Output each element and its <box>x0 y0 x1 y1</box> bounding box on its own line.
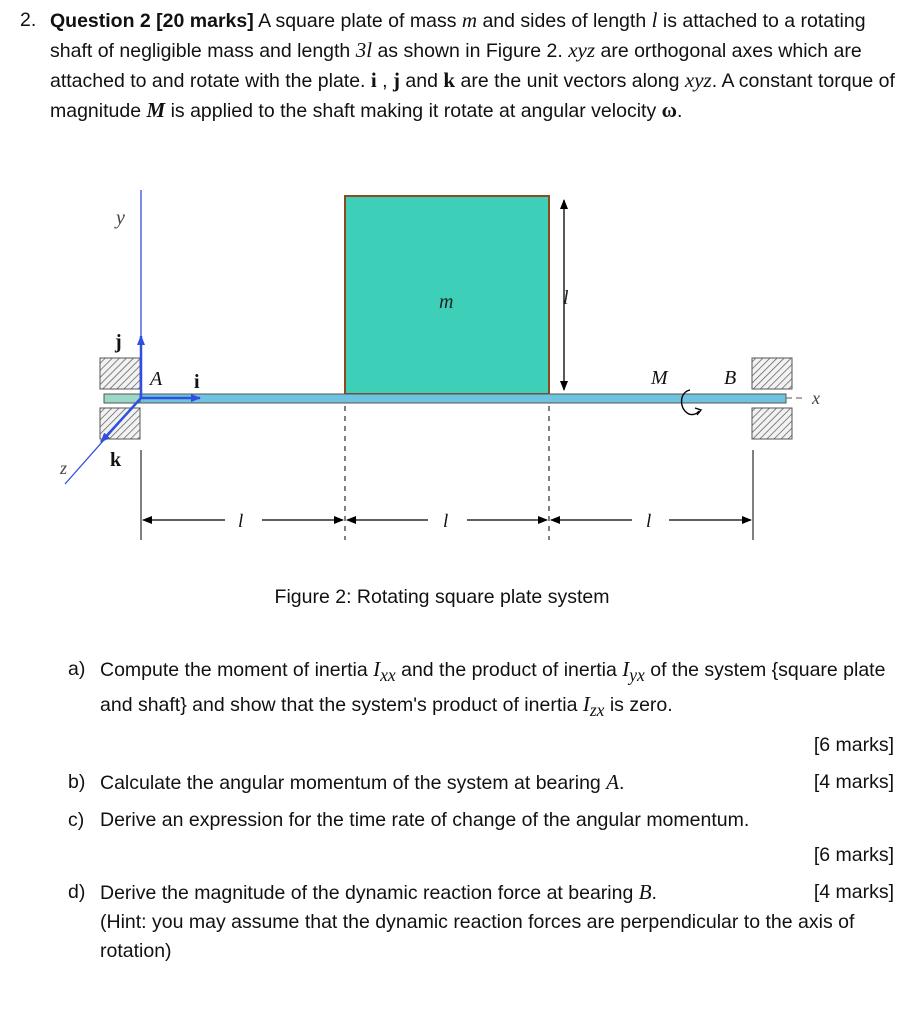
bearing-B-top <box>752 358 792 389</box>
stmt-text: as shown in Figure 2. <box>372 40 569 62</box>
part-label: d) <box>68 881 86 904</box>
question-number: 2. <box>20 9 37 31</box>
symbol-Iyx: $I_{yx}$ <box>622 657 645 686</box>
bearing-A-bottom <box>100 408 140 439</box>
symbol-omega: ω <box>661 98 677 122</box>
label-B: B <box>724 367 737 389</box>
shaft <box>104 394 786 403</box>
figure-2-diagram <box>0 180 914 560</box>
symbol-j: j <box>393 68 400 92</box>
part-label: a) <box>68 658 86 680</box>
part-b <box>68 768 894 798</box>
stmt-text: A square plate of mass <box>253 10 462 32</box>
label-j: j <box>115 331 122 353</box>
stmt-text: are orthogonal axes which are attached to and rotate with the plate. <box>50 40 862 92</box>
part-d <box>68 878 894 966</box>
symbol-Ixx: $I_{xx}$ <box>373 657 396 686</box>
label-M: M <box>651 367 668 389</box>
dimension-label: l <box>646 511 652 532</box>
symbol-M: M <box>146 98 166 122</box>
stmt-text: and sides of length <box>477 10 652 32</box>
inertia-subscript: zx <box>589 700 605 721</box>
part-text: . <box>651 882 657 905</box>
bearing-B-bottom <box>752 408 792 439</box>
figure-caption: Figure 2: Rotating square plate system <box>274 586 610 608</box>
stmt-text: and <box>400 70 444 92</box>
part-text: Calculate the angular momentum of the system at bearing <box>100 772 607 795</box>
shaft-end-A <box>104 394 140 403</box>
label-z: z <box>60 458 68 478</box>
stmt-text: is applied to the shaft making it rotate at angular velocity <box>165 100 662 122</box>
label-m: m <box>439 291 454 313</box>
symbol-m: m <box>461 8 478 32</box>
marks-d: [4 marks] <box>813 881 894 904</box>
part-text: of the system {square plate and shaft} and show that the system's product of inertia <box>100 659 886 717</box>
label-A: A <box>150 368 163 390</box>
part-label: b) <box>68 771 86 794</box>
symbol-i: i <box>370 68 377 92</box>
dimension-label: l <box>443 511 449 532</box>
part-text: Derive an expression for the time rate of change of the angular momentum. <box>100 809 750 832</box>
part-text: Derive the magnitude of the dynamic reaction force at bearing <box>100 882 639 905</box>
hint-text: (Hint: you may assume that the dynamic reaction forces are perpendicular to the axis of rotation) <box>100 911 855 963</box>
part-c <box>68 806 894 835</box>
marks-b: [4 marks] <box>813 771 894 794</box>
marks-c: [6 marks] <box>813 844 894 867</box>
symbol-xyz: xyz <box>684 68 712 92</box>
symbol-k: k <box>443 68 456 92</box>
stmt-text: . A constant torque of magnitude <box>50 70 895 122</box>
label-k: k <box>110 449 122 471</box>
question-header <box>20 6 900 126</box>
symbol-3l: 3l <box>355 38 373 62</box>
stmt-text: . <box>676 100 683 122</box>
label-i: i <box>194 371 200 393</box>
part-text: . <box>619 772 625 795</box>
part-label: c) <box>68 809 85 832</box>
label-plate-height: l <box>563 287 569 309</box>
question-parts <box>68 655 894 966</box>
marks-a: [6 marks] <box>813 734 894 757</box>
stmt-text: are the unit vectors along <box>455 70 685 92</box>
label-x: x <box>812 388 820 408</box>
question-title: Question 2 [20 marks] <box>50 10 254 32</box>
bearing-A-top <box>100 358 140 389</box>
symbol-xyz: xyz <box>568 38 596 62</box>
symbol-Izx: $I_{zx}$ <box>582 692 605 721</box>
part-a <box>68 655 894 725</box>
label-y: y <box>116 207 125 229</box>
stmt-text: , <box>376 70 393 92</box>
inertia-subscript: yx <box>629 665 645 686</box>
inertia-subscript: xx <box>380 665 396 686</box>
symbol-A: A <box>606 770 620 795</box>
part-text: Compute the moment of inertia <box>100 659 374 681</box>
dimension-label: l <box>238 511 244 532</box>
stmt-text: is attached to a rotating shaft of negligible mass and length <box>50 10 866 62</box>
symbol-B: B <box>638 880 652 905</box>
part-text: and the product of inertia <box>395 659 623 681</box>
part-text: is zero. <box>604 694 673 717</box>
symbol-l: l <box>651 8 658 32</box>
question-statement <box>50 6 900 126</box>
